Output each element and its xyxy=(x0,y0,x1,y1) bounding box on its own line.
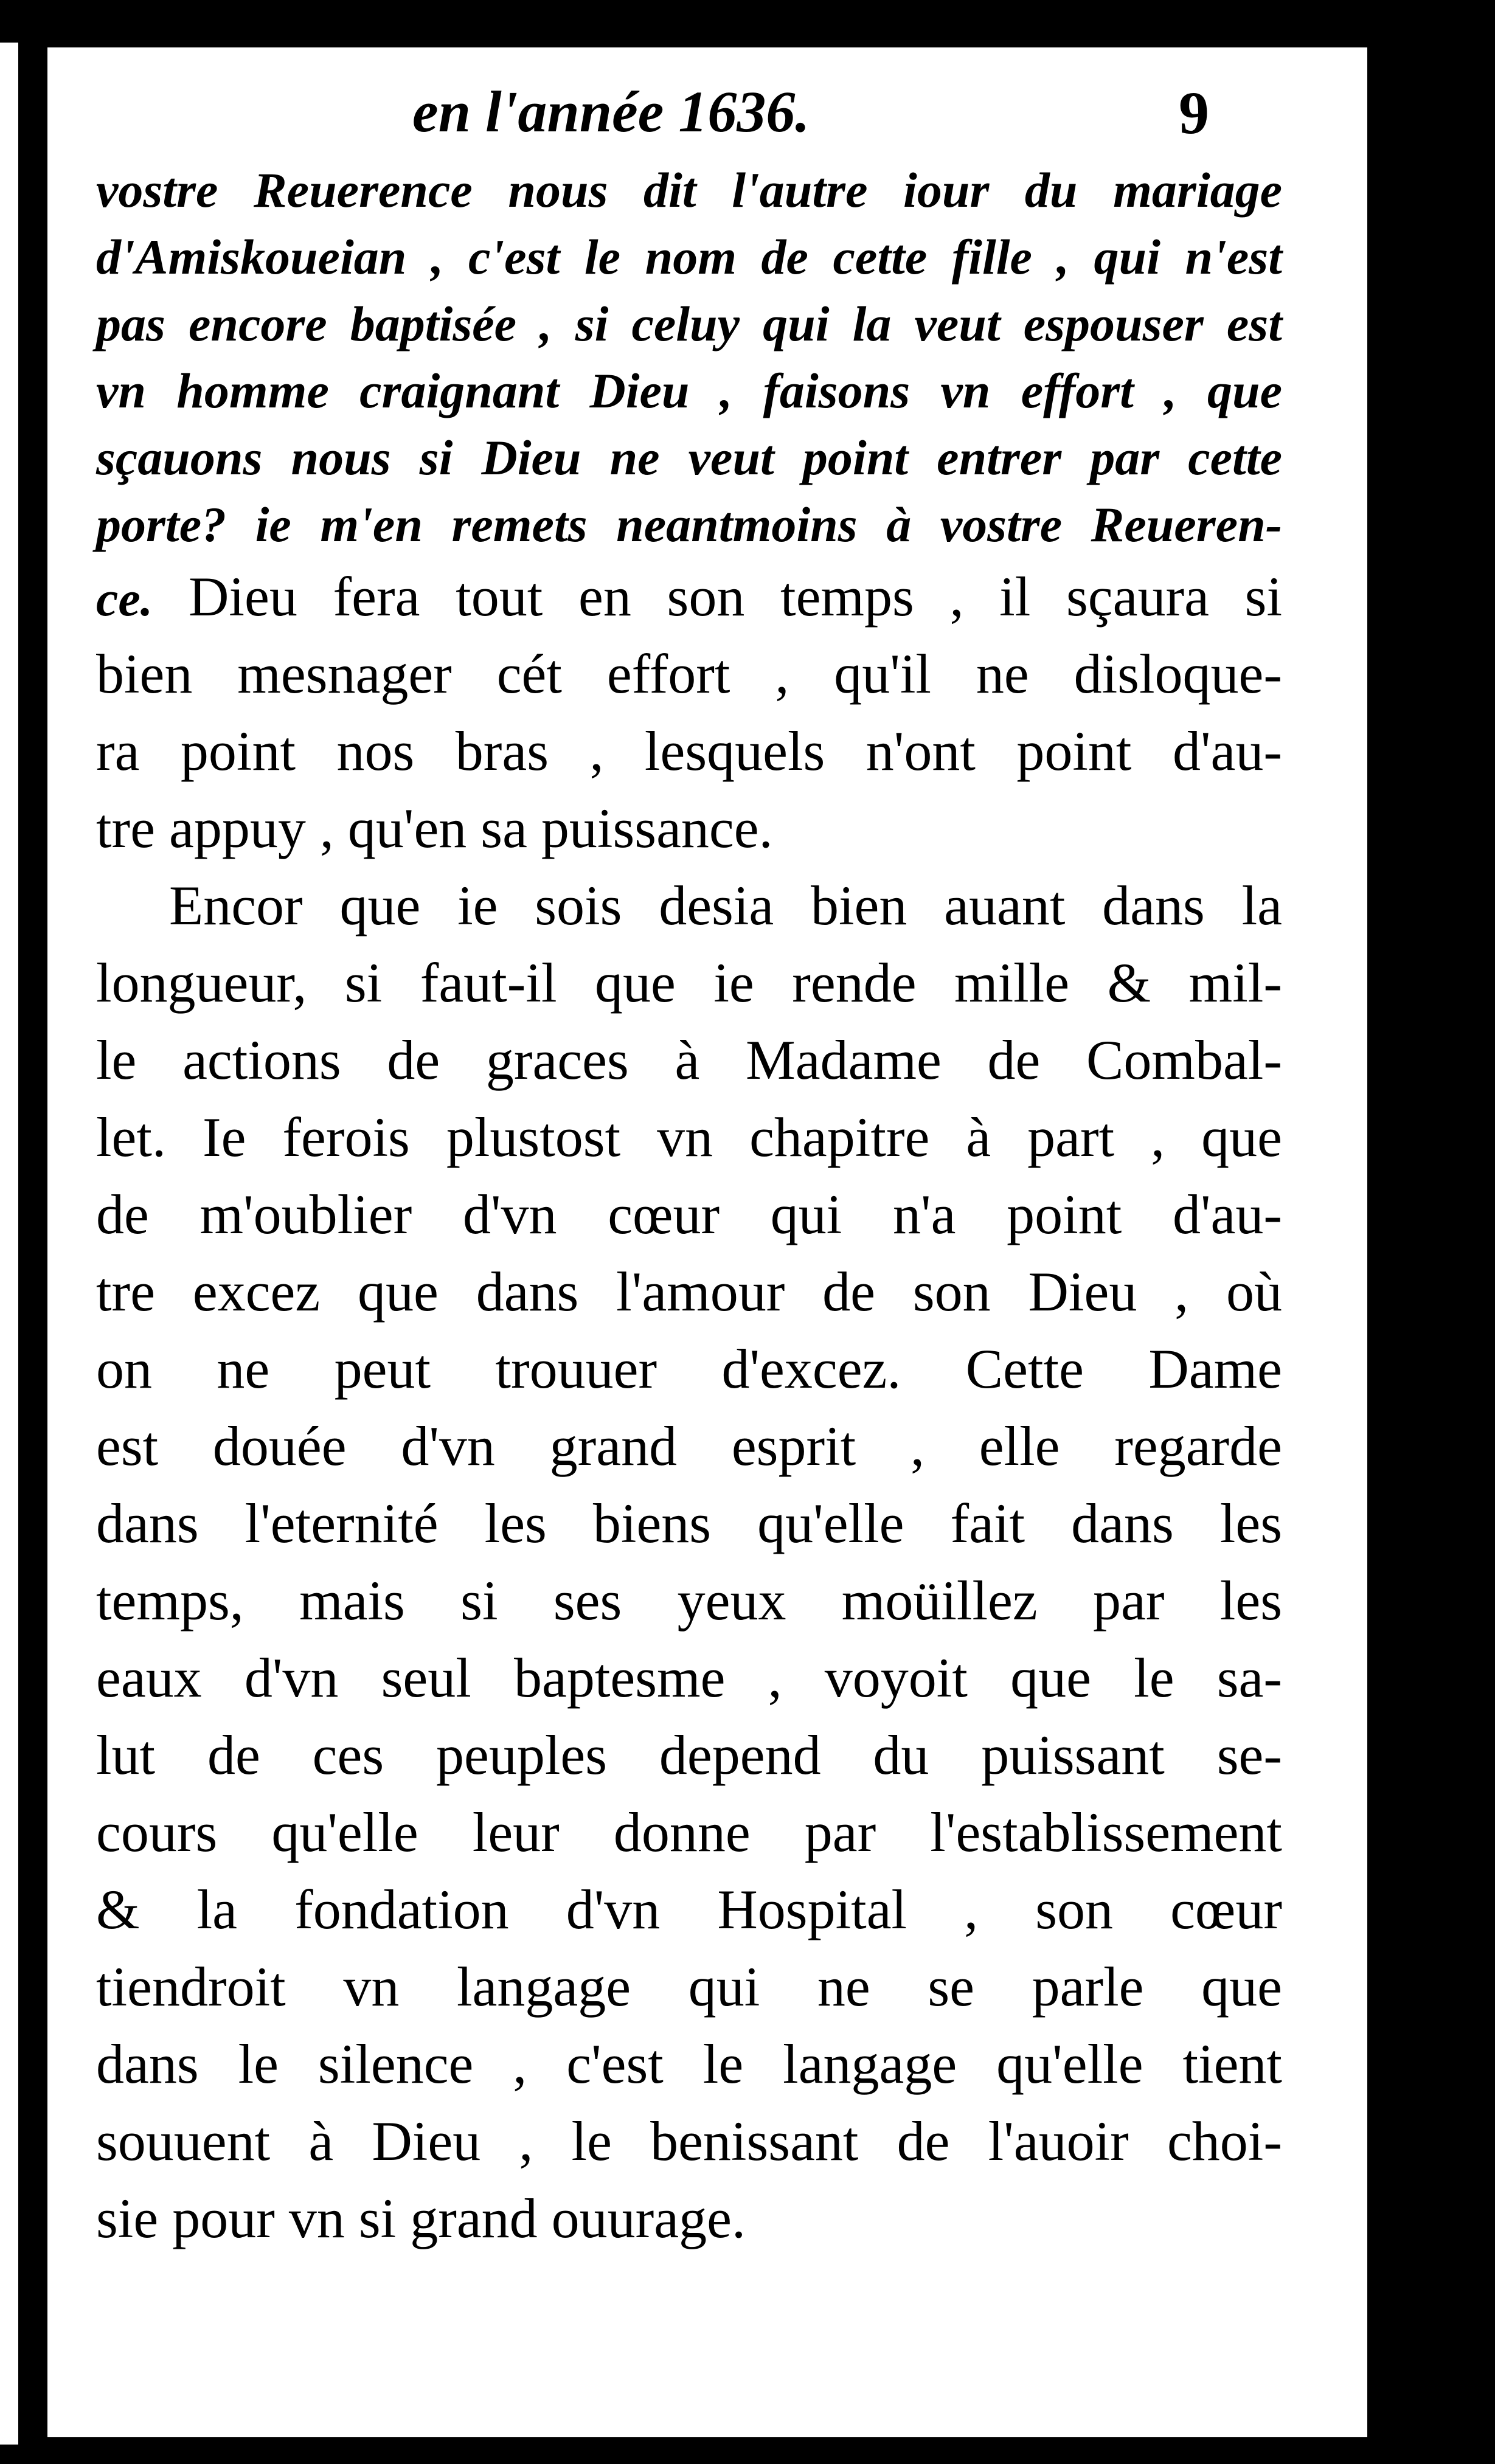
text-line: tiendroit vn langage qui ne se parle que xyxy=(96,1956,1282,2018)
body-text xyxy=(96,157,1282,2257)
text-line-mixed xyxy=(96,558,1282,635)
text-line: eaux d'vn seul baptesme , voyoit que le sa- xyxy=(96,1647,1282,1709)
text-line: de m'oublier d'vn cœur qui n'a point d'au- xyxy=(96,1183,1282,1245)
book-page xyxy=(47,47,1367,2437)
text-line: lut de ces peuples depend du puissant se- xyxy=(96,1724,1282,1786)
text-line: & la fondation d'vn Hospital , son cœur xyxy=(96,1878,1282,1940)
text-line: pas encore baptisée , si celuy qui la veut espouser est xyxy=(96,296,1282,351)
text-line: cours qu'elle leur donne par l'establissement xyxy=(96,1801,1282,1863)
paragraph-start: Encor que ie sois desia bien auant dans la xyxy=(169,874,1282,936)
text-line: longueur, si faut-il que ie rende mille & mil- xyxy=(96,952,1282,1014)
text-line: sie pour vn si grand ouurage. xyxy=(96,2187,746,2249)
text-line: le actions de graces à Madame de Combal- xyxy=(96,1029,1282,1091)
text-line: sçauons nous si Dieu ne veut point entrer par cette xyxy=(96,430,1282,485)
text-line: let. Ie ferois plustost vn chapitre à part , que xyxy=(96,1106,1282,1168)
text-line: d'Amiskoueian , c'est le nom de cette fille , qui n'est xyxy=(96,229,1282,285)
text-line: tre excez que dans l'amour de son Dieu , où xyxy=(96,1261,1282,1323)
text-line: vn homme craignant Dieu , faisons vn effort , que xyxy=(96,363,1282,418)
roman-fragment: Dieu fera tout en son temps , il sçaura si xyxy=(153,566,1282,628)
text-line: est douée d'vn grand esprit , elle regarde xyxy=(96,1415,1282,1477)
text-line: dans le silence , c'est le langage qu'elle tient xyxy=(96,2033,1282,2095)
text-line: tre appuy , qu'en sa puissance. xyxy=(96,797,773,859)
text-line: ra point nos bras , lesquels n'ont point d'au- xyxy=(96,720,1282,782)
text-line: porte? ie m'en remets neantmoins à vostre Reueren- xyxy=(96,497,1282,552)
running-head: en l'année 1636. xyxy=(412,79,810,144)
page-number: 9 xyxy=(1179,79,1209,147)
text-line: bien mesnager cét effort , qu'il ne disloque- xyxy=(96,643,1282,705)
text-line: on ne peut trouuer d'excez. Cette Dame xyxy=(96,1338,1282,1400)
page-edge xyxy=(0,43,18,2445)
text-line: temps, mais si ses yeux moüillez par les xyxy=(96,1569,1282,1632)
page-header xyxy=(47,72,1367,163)
italic-fragment: ce. xyxy=(96,571,153,626)
text-line: dans l'eternité les biens qu'elle fait dans les xyxy=(96,1492,1282,1554)
text-line: souuent à Dieu , le benissant de l'auoir choi- xyxy=(96,2110,1282,2172)
text-line: vostre Reuerence nous dit l'autre iour du mariage xyxy=(96,162,1282,218)
